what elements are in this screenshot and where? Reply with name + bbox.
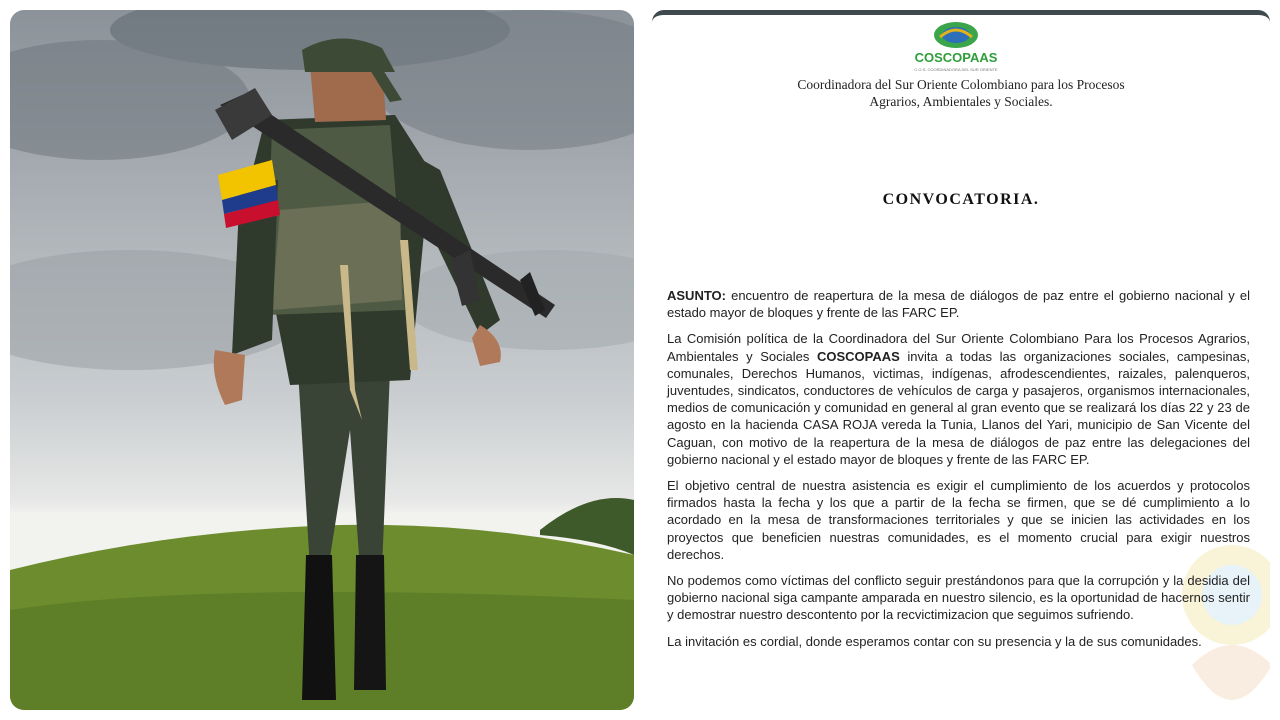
subject-text: encuentro de reapertura de la mesa de diálogos de paz entre el gobierno nacional y el estado mayor de bloques y frente de las FARC EP. <box>667 288 1250 321</box>
coscopaas-name: COSCOPAAS <box>816 348 900 364</box>
convocatoria-document <box>652 10 1270 710</box>
subject-label: ASUNTO: <box>667 288 726 303</box>
invitation-text-end: invita a todas las organizaciones sociales, campesinas, comunales, Derechos Humanos, victimas, indígenas, afrodescendientes, raizales, palenqueros, juventudes, sindicatos, conductores de vehículos de carga y pasajeros, organismos internacionales, medios de comunicación y comunidad en general al gran evento que se realizará los días 22 y 23 de agosto en la hacienda CASA ROJA vereda la Tunia, Llanos del Yari, municipio de San Vicente del Caguan, con motivo de la reapertura de la mesa de diálogos de paz entre las delegaciones del gobierno nacional y el estado mayor de bloques y frente de las FARC EP. <box>667 348 1250 467</box>
document-body <box>667 287 1250 659</box>
subject-paragraph <box>667 287 1250 321</box>
soldier-photo <box>10 10 634 710</box>
invitation-paragraph <box>667 330 1250 468</box>
logo-text: COSCOPAAS <box>914 50 998 65</box>
objective-paragraph: El objetivo central de nuestra asistencia es exigir el cumplimiento de los acuerdos y protocolos firmados hasta la fecha y los que a partir de la fecha se firmen, que se dé cumplimiento a lo acordado en la mesa de transformaciones territoriales y que se inicien las actividades en los proyectos que beneficien nuestras comunidades, es el momento crucial para exigir nuestros derechos. <box>667 478 1250 562</box>
victims-paragraph: No podemos como víctimas del conflicto seguir prestándonos para que la corrupción y la desidia del gobierno nacional siga campante amparada en nuestro silencio, es la oportunidad de hacernos sentir y demostrar nuestro descontento por la recvictimizacion que seguimos sufriendo. <box>667 573 1250 623</box>
invitation-text-start: La Comisión política de la Coordinadora del Sur Oriente Colombiano Para los Procesos Agrarios, Ambientales y Sociales <box>667 331 1250 364</box>
org-name-line-1: Coordinadora del Sur Oriente Colombiano para los Procesos <box>797 77 1125 92</box>
org-name-line-2: Agrarios, Ambientales y Sociales. <box>869 94 1053 109</box>
coscopaas-logo <box>900 19 1012 73</box>
logo-subtext: C.O.S. COORDINADORA DEL SUR ORIENTE <box>914 67 998 72</box>
document-title: CONVOCATORIA. <box>882 191 1040 208</box>
soldier-illustration <box>10 10 634 710</box>
closing-paragraph: La invitación es cordial, donde esperamos contar con su presencia y la de sus comunidades. <box>667 633 1202 649</box>
